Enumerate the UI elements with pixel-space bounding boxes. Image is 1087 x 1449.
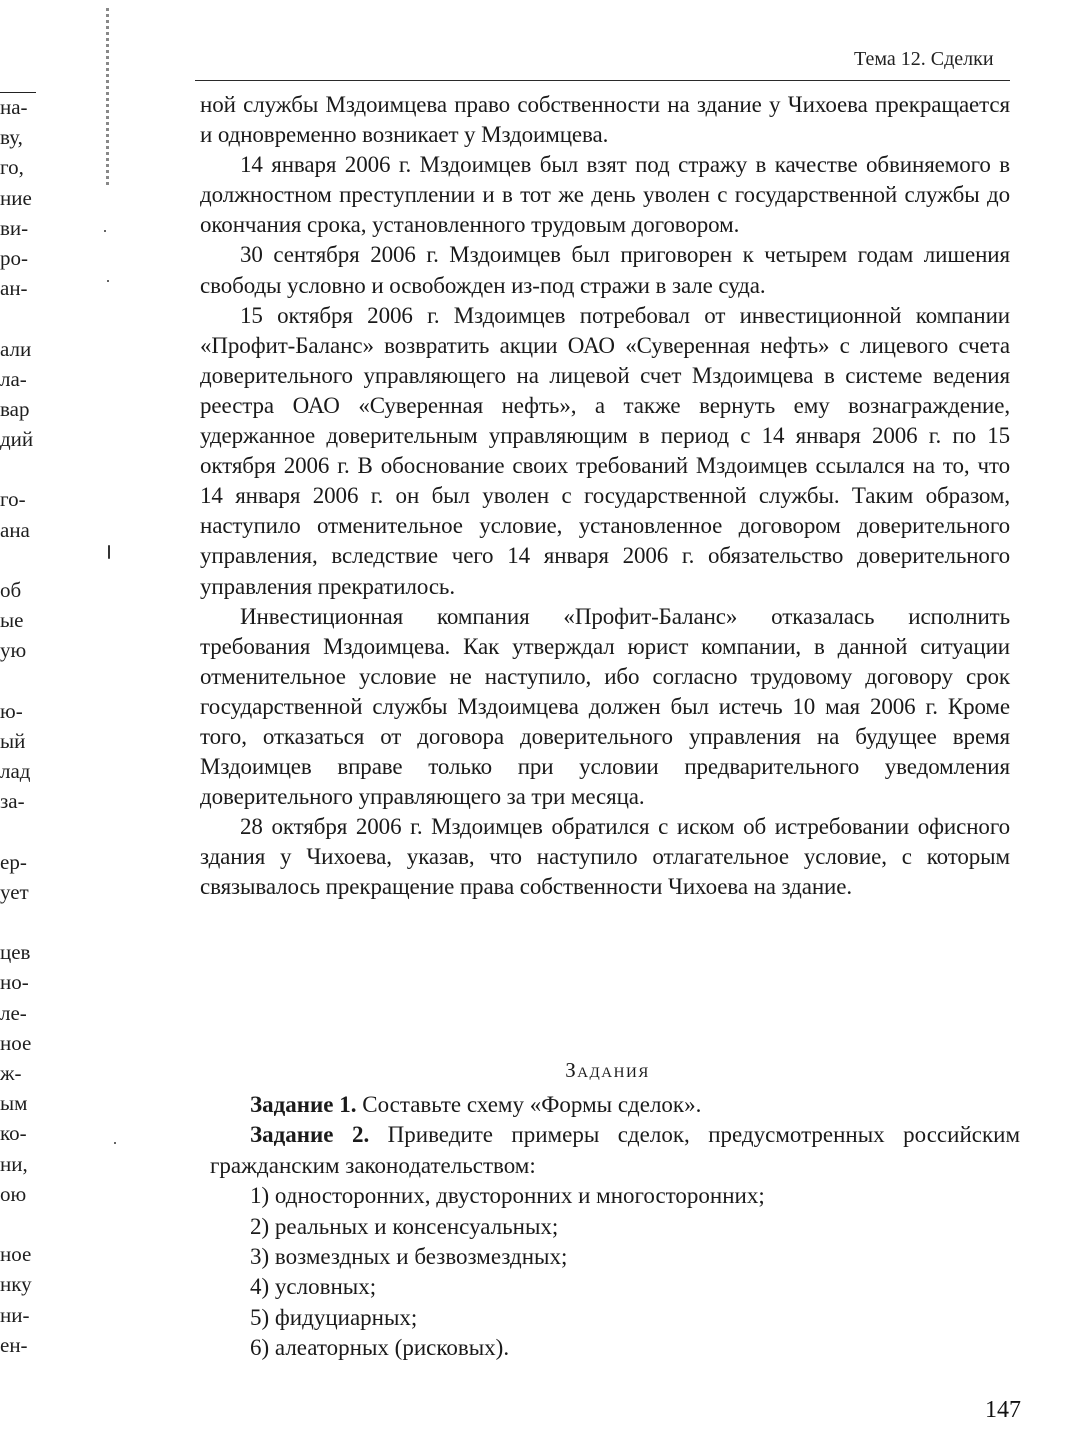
fragment: нку: [0, 1272, 32, 1297]
task-2-label: Задание 2.: [250, 1122, 370, 1148]
scan-speck: [114, 1142, 116, 1144]
list-item: 1) односторонних, двусторонних и многосторонних;: [250, 1183, 765, 1209]
fragment: ою: [0, 1181, 27, 1206]
list-item: 5) фидуциарных;: [250, 1304, 418, 1330]
fragment: али: [0, 336, 32, 361]
list-item: 4) условных;: [250, 1274, 377, 1300]
fragment: ле-: [0, 1000, 27, 1025]
fragment: го-: [0, 487, 26, 512]
paragraph: 15 октября 2006 г. Мздоимцев потребовал от инвестиционной компании «Профит-Баланс» возвратить акции ОАО «Суверенная нефть» с лицевого счета доверительного управляющего на лицевой счет Мздоимцева в системе ведения реестра ОАО «Суверенная нефть», а также вернуть ему вознаграждение, удержанное доверительным управляющим в период с 14 января 2006 г. по 15 октября 2006 г. В обоснование своих требований Мздоимцев ссылался на то, что 14 января 2006 г. он был уволен с государственной службы. Таким образом, наступило отменительное условие, установленное договором доверительного управления, вследствие чего 14 января 2006 г. обязательство доверительного управления прекратилось.: [200, 302, 1010, 599]
fragment: [0, 817, 50, 847]
fragment: ым: [0, 1091, 28, 1116]
paragraph: 28 октября 2006 г. Мздоимцев обратился с иском об истребовании офисного здания у Чихоева, указав, что наступило отлагательное условие, с которым связывалось прекращение права собственности Чихоева на здание.: [200, 814, 1010, 900]
fragment: го,: [0, 155, 24, 180]
paragraph: Инвестиционная компания «Профит-Баланс» отказалась исполнить требования Мздоимцева. Как утверждал юрист компании, в данной ситуации отменительное условие не наступило, ибо согласно трудовому договору срок государственной службы Мздоимцева должен был истечь 10 мая 2006 г. Кроме того, отказаться от договора доверительного управления на будущее время Мздоимцев вправе только при условии предварительного уведомления доверительного управляющего за три месяца.: [200, 603, 1010, 810]
fragment: ует: [0, 879, 29, 904]
fragment: ла-: [0, 366, 27, 391]
fragment: ко-: [0, 1121, 27, 1146]
list-item: 6) алеаторных (рисковых).: [250, 1335, 510, 1361]
paragraph: ной службы Мздоимцева право собственности на здание у Чихоева прекращается и одновременно возникает у Мздоимцева.: [200, 92, 1010, 148]
fragment: на-: [0, 95, 28, 119]
fragment: ю-: [0, 698, 23, 723]
fragment: ую: [0, 638, 27, 663]
list-item: 2) реальных и консенсуальных;: [250, 1213, 559, 1239]
list-item: 3) возмездных и безвозмездных;: [250, 1244, 568, 1270]
page-number: 147: [985, 1397, 1021, 1423]
fragment: ана: [0, 517, 30, 542]
fragment: ви-: [0, 215, 29, 240]
tasks-section: [210, 1090, 1020, 1364]
task-1: [210, 1090, 1020, 1120]
fragment: ер-: [0, 849, 27, 874]
task-2: [210, 1120, 1020, 1181]
paragraph: 14 января 2006 г. Мздоимцев был взят под стражу в качестве обвиняемого в должностном преступлении и в тот же день уволен с государственной службы до окончания срока, установленного трудовым договором.: [200, 152, 1010, 238]
task-1-text: Составьте схему «Формы сделок».: [356, 1092, 702, 1117]
fragment: ние: [0, 185, 32, 210]
fragment: [0, 1209, 50, 1239]
fragment: ро-: [0, 245, 28, 270]
fragment: об: [0, 578, 22, 602]
fragment: ное: [0, 1030, 32, 1055]
fragment: ые: [0, 608, 24, 633]
fragment: ан-: [0, 276, 28, 301]
fragment: [0, 666, 50, 696]
fragment: [0, 907, 50, 937]
task-2-list: [210, 1181, 1020, 1363]
fragment: ен-: [0, 1332, 28, 1357]
fragment: лад: [0, 759, 31, 784]
fragment: [0, 545, 50, 575]
scan-speck: [108, 545, 110, 559]
fragment: [0, 454, 50, 484]
scan-speck: [107, 280, 109, 282]
facing-page-rule: [0, 92, 36, 93]
fragment: но-: [0, 970, 29, 995]
fragment: ый: [0, 728, 26, 753]
task-1-label: Задание 1.: [250, 1092, 357, 1117]
paragraph: 30 сентября 2006 г. Мздоимцев был приговорен к четырем годам лишения свободы условно и освобожден из-под стражи в зале суда.: [200, 242, 1010, 298]
task-2-text: Приведите примеры сделок, предусмотренных российским гражданским законодательством:: [210, 1122, 1020, 1178]
facing-page-fragments: [0, 92, 50, 1360]
fragment: дий: [0, 427, 34, 452]
fragment: вар: [0, 396, 30, 421]
fragment: цев: [0, 940, 31, 965]
fragment: ни,: [0, 1151, 28, 1176]
fragment: ву,: [0, 125, 23, 150]
body-text: [200, 90, 1010, 903]
fragment: [0, 303, 50, 333]
header-rule: [195, 80, 1010, 81]
running-header: Тема 12. Сделки: [854, 48, 994, 70]
scan-speck: [104, 230, 106, 232]
fragment: ни-: [0, 1302, 30, 1327]
fragment: ж-: [0, 1061, 22, 1085]
fragment: за-: [0, 789, 25, 814]
tasks-heading: Задания: [565, 1058, 650, 1082]
fragment: ное: [0, 1242, 32, 1267]
binding-gutter: [106, 8, 109, 188]
